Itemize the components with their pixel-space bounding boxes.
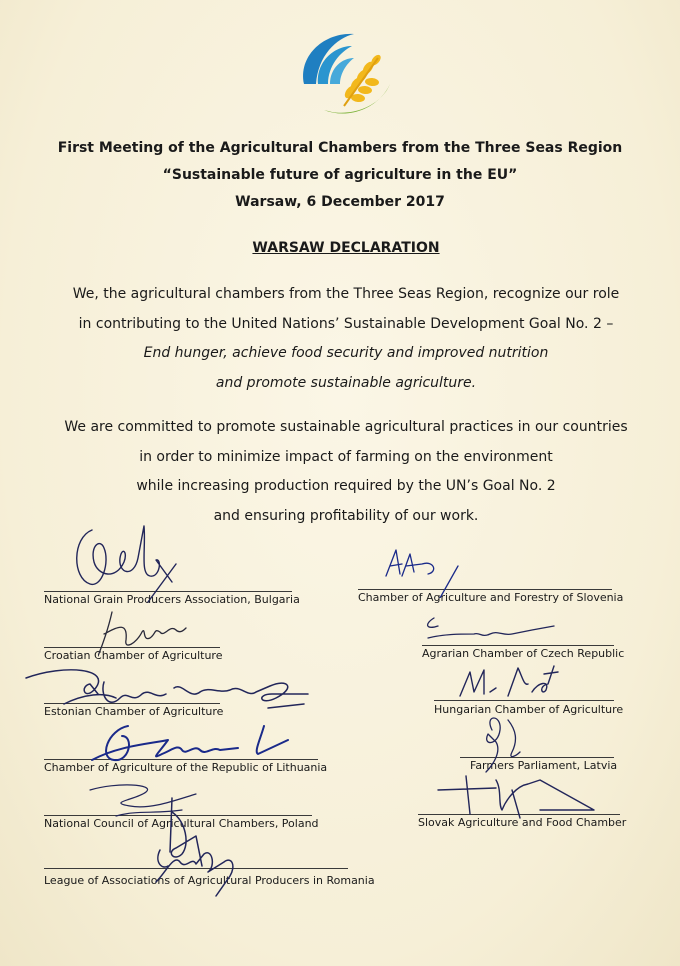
agricultural-chambers-logo xyxy=(294,22,394,122)
signatory-hungary: Hungarian Chamber of Agriculture xyxy=(434,703,624,716)
signature-line xyxy=(422,645,614,646)
signatory-romania: League of Associations of Agricultural Producers in Romania xyxy=(44,874,375,887)
signature-line xyxy=(44,703,220,704)
signature-line xyxy=(434,700,614,701)
paragraph-line: while increasing production required by the UN’s Goal No. 2 xyxy=(136,478,556,494)
meeting-subtitle: “Sustainable future of agriculture in the EU” xyxy=(162,167,518,183)
signature-line xyxy=(44,815,312,816)
meeting-title: First Meeting of the Agricultural Chambers from the Three Seas Region xyxy=(57,140,623,156)
paragraph-line: in order to minimize impact of farming on the environment xyxy=(139,448,553,465)
signature-czech-republic xyxy=(420,612,556,646)
signature-line xyxy=(44,759,318,760)
paragraph-commitment xyxy=(0,413,680,531)
signatory-croatia: Croatian Chamber of Agriculture xyxy=(44,649,223,662)
signature-line xyxy=(44,591,292,592)
signature-hungary xyxy=(458,662,562,704)
signatory-bulgaria: National Grain Producers Association, Bulgaria xyxy=(44,593,300,606)
meeting-place-date: Warsaw, 6 December 2017 xyxy=(235,194,445,210)
paragraph-role xyxy=(0,280,680,398)
signatory-slovenia: Chamber of Agriculture and Forestry of Slovenia xyxy=(358,591,624,604)
declaration-title: WARSAW DECLARATION xyxy=(252,240,440,256)
signatory-lithuania: Chamber of Agriculture of the Republic of Lithuania xyxy=(44,761,328,774)
signature-slovakia xyxy=(436,770,600,820)
paragraph-line: We are committed to promote sustainable agricultural practices in our countries xyxy=(64,419,628,435)
signatory-estonia: Estonian Chamber of Agriculture xyxy=(44,705,224,718)
signature-line xyxy=(44,647,220,648)
signatory-slovakia: Slovak Agriculture and Food Chamber xyxy=(418,816,627,829)
paragraph-line: End hunger, achieve food security and improved nutrition xyxy=(143,345,549,361)
paragraph-line: We, the agricultural chambers from the Three Seas Region, recognize our role xyxy=(72,286,620,302)
signatory-poland: National Council of Agricultural Chambers, Poland xyxy=(44,817,319,830)
signature-line xyxy=(460,757,614,758)
signatory-latvia: Farmers Parliament, Latvia xyxy=(470,759,618,772)
signature-line xyxy=(44,868,348,869)
paragraph-line: in contributing to the United Nations’ Sustainable Development Goal No. 2 – xyxy=(78,315,614,332)
signature-line xyxy=(418,814,620,815)
signatory-czech-republic: Agrarian Chamber of Czech Republic xyxy=(422,647,625,660)
signature-line xyxy=(358,589,612,590)
paragraph-line: and promote sustainable agriculture. xyxy=(215,374,477,391)
paragraph-line: and ensuring profitability of our work. xyxy=(213,507,479,524)
